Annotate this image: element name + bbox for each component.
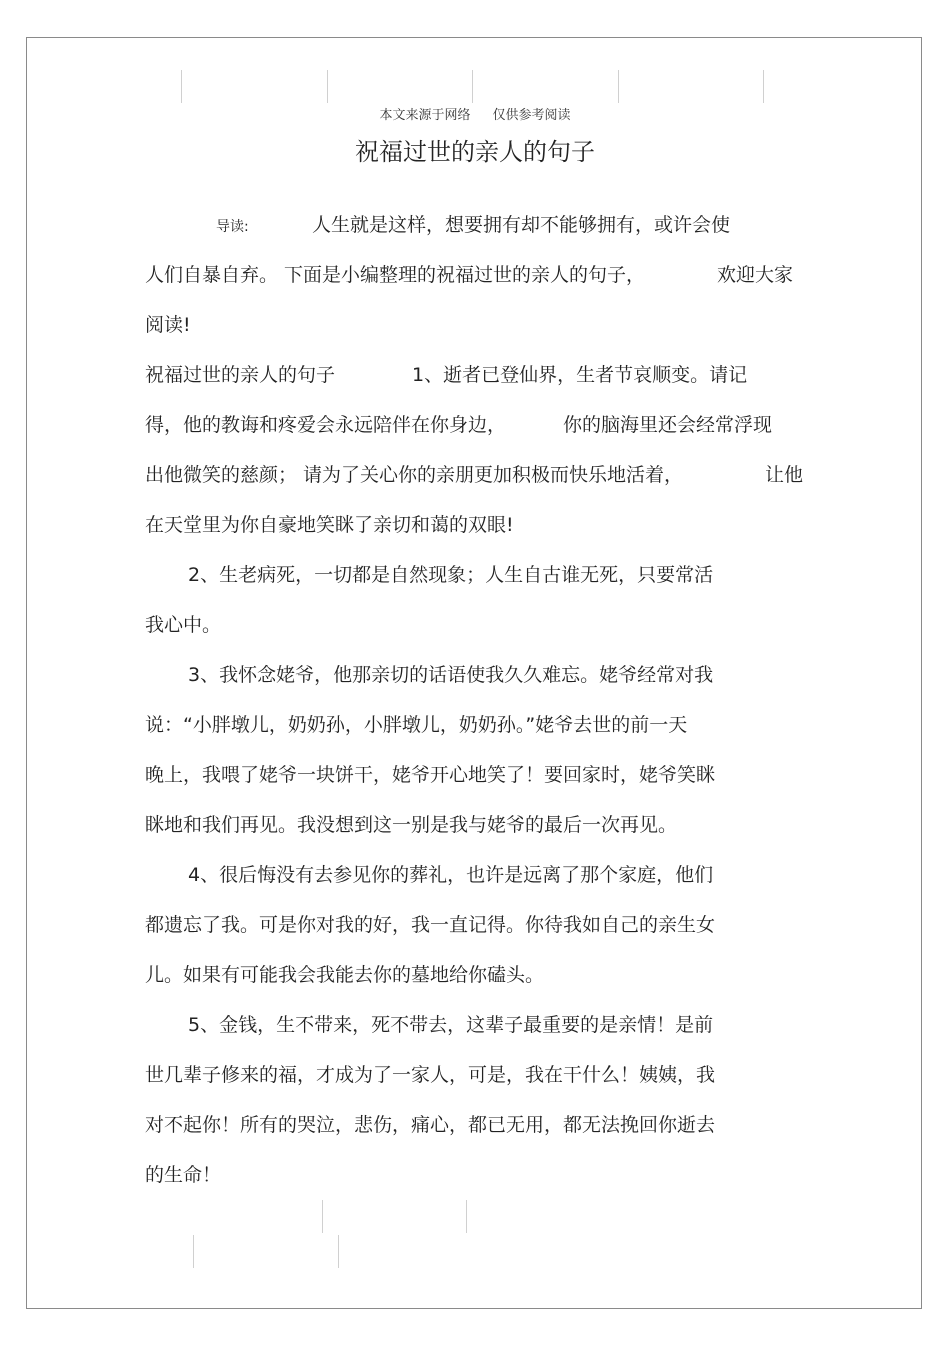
paragraph-line: 儿。如果有可能我会我能去你的墓地给你磕头。	[145, 964, 545, 986]
decorative-line	[472, 70, 473, 103]
paragraph-line: 5、金钱，生不带来，死不带去，这辈子最重要的是亲情！是前	[188, 1014, 714, 1036]
decorative-line	[193, 1235, 194, 1268]
decorative-line	[322, 1200, 323, 1233]
paragraph-line: 的生命！	[145, 1164, 222, 1186]
decorative-line	[618, 70, 619, 103]
paragraph-line: 1、逝者已登仙界，生者节哀顺变。请记	[412, 364, 748, 386]
paragraph-line: 你的脑海里还会经常浮现	[563, 414, 773, 436]
paragraph-line: 3、我怀念姥爷，他那亲切的话语使我久久难忘。姥爷经常对我	[188, 664, 714, 686]
reference-note-text: 仅供参考阅读	[492, 108, 571, 123]
paragraph-line: 世几辈子修来的福，才成为了一家人，可是，我在干什么！姨姨，我	[145, 1064, 716, 1086]
paragraph-line: 得，他的教诲和疼爱会永远陪伴在你身边，	[145, 414, 507, 436]
decorative-line	[181, 70, 182, 103]
decorative-line	[327, 70, 328, 103]
section-heading: 祝福过世的亲人的句子	[145, 364, 336, 386]
paragraph-line: 出他微笑的慈颜； 请为了关心你的亲朋更加积极而快乐地活着，	[145, 464, 684, 486]
intro-label: 导读:	[216, 219, 249, 235]
source-note	[0, 104, 950, 123]
paragraph-line: 眯地和我们再见。我没想到这一别是我与姥爷的最后一次再见。	[145, 814, 678, 836]
paragraph-line: 对不起你！所有的哭泣，悲伤，痛心，都已无用，都无法挽回你逝去	[145, 1114, 716, 1136]
paragraph-line: 在天堂里为你自豪地笑眯了亲切和蔼的双眼!	[145, 514, 514, 536]
intro-line: 人生就是这样，想要拥有却不能够拥有，或许会使	[312, 214, 731, 236]
paragraph-line: 2、生老病死，一切都是自然现象；人生自古谁无死，只要常活	[188, 564, 714, 586]
intro-line: 欢迎大家	[717, 264, 794, 286]
paragraph-line: 我心中。	[145, 614, 222, 636]
document-title: 祝福过世的亲人的句子	[355, 138, 595, 166]
intro-line: 人们自暴自弃。 下面是小编整理的祝福过世的亲人的句子，	[145, 264, 646, 286]
decorative-line	[466, 1200, 467, 1233]
decorative-line	[763, 70, 764, 103]
paragraph-line: 让他	[765, 464, 804, 486]
source-note-text: 本文来源于网络	[379, 108, 471, 123]
intro-line: 阅读!	[145, 314, 191, 336]
paragraph-line: 说：“小胖墩儿，奶奶孙，小胖墩儿，奶奶孙。”姥爷去世的前一天	[145, 714, 688, 736]
decorative-line	[338, 1235, 339, 1268]
paragraph-line: 4、很后悔没有去参见你的葬礼，也许是远离了那个家庭，他们	[188, 864, 714, 886]
paragraph-line: 晚上，我喂了姥爷一块饼干，姥爷开心地笑了！要回家时，姥爷笑眯	[145, 764, 716, 786]
paragraph-line: 都遗忘了我。可是你对我的好，我一直记得。你待我如自己的亲生女	[145, 914, 716, 936]
